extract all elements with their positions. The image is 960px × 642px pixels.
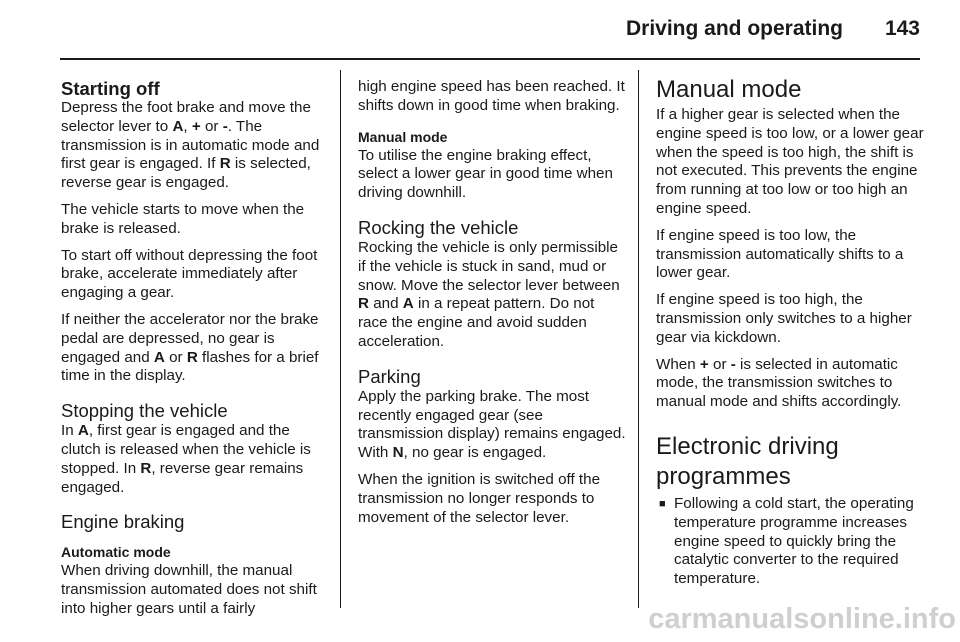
section-heading-engine-braking: Engine braking	[61, 511, 185, 533]
list-item: ■ Following a cold start, the operating temperature programme increases engine speed to quickly bring the catalytic converter to the required temperature.	[659, 494, 914, 588]
paragraph: If neither the accelerator nor the brake pedal are depressed, no gear is engaged and A or R flashes for a brief time in the display.	[61, 310, 319, 385]
column-2	[358, 78, 628, 535]
paragraph: To start off without depressing the foot brake, accelerate immediately after engaging a gear.	[61, 246, 318, 302]
section-heading-manual-mode: Manual mode	[656, 76, 802, 103]
page-number: 143	[884, 17, 920, 40]
column-divider	[340, 70, 341, 608]
bullet-list	[656, 495, 924, 589]
paragraph: If a higher gear is selected when the engine speed is too low, or a lower gear when the speed is too high, the shift is not executed. This prevents the engine from running at too low or too high an engine speed.	[656, 106, 924, 217]
page-header	[0, 0, 960, 60]
bullet-icon: ■	[659, 497, 666, 510]
column-3	[656, 76, 924, 589]
paragraph: When the ignition is switched off the transmission no longer responds to movement of the selector lever.	[358, 470, 601, 526]
watermark: carmanualsonline.info	[648, 603, 956, 635]
section-heading-parking: Parking	[358, 365, 421, 387]
paragraph: When driving downhill, the manual transmission automated does not shift into higher gears until a fairly	[61, 562, 317, 617]
column-1	[61, 78, 331, 627]
paragraph: To utilise the engine braking effect, select a lower gear in good time when driving downhill.	[358, 146, 613, 202]
paragraph: If engine speed is too high, the transmission only switches to a higher gear via kickdown.	[656, 291, 912, 346]
section-heading-starting-off: Starting off	[61, 78, 160, 99]
section-heading-rocking: Rocking the vehicle	[358, 216, 519, 238]
paragraph: Depress the foot brake and move the selector lever to A, + or -. The transmission is in automatic mode and first gear is engaged. If R is selected, reverse gear is engaged.	[61, 99, 320, 192]
paragraph: When + or - is selected in automatic mode, the transmission switches to manual mode and shifts accordingly.	[656, 355, 902, 411]
section-heading-electronic-programmes: Electronic driving programmes	[656, 432, 839, 490]
subheading-automatic-mode: Automatic mode	[61, 544, 171, 561]
paragraph: The vehicle starts to move when the brake is released.	[61, 200, 305, 237]
column-divider	[638, 70, 639, 608]
paragraph: Apply the parking brake. The most recently engaged gear (see transmission display) remains engaged. With N, no gear is engaged.	[358, 387, 626, 462]
paragraph: If engine speed is too low, the transmission automatically shifts to a lower gear.	[656, 226, 904, 282]
subheading-manual-mode: Manual mode	[358, 128, 448, 145]
header-rule	[60, 58, 920, 60]
header-title: Driving and operating	[625, 17, 843, 40]
paragraph: Rocking the vehicle is only permissible if the vehicle is stuck in sand, mud or snow. Move the selector lever between R and A in a repeat pattern. Do not race the engine and avoid sudden acceleration.	[358, 238, 620, 350]
section-heading-stopping: Stopping the vehicle	[61, 400, 228, 422]
paragraph: high engine speed has been reached. It shifts down in good time when braking.	[358, 78, 625, 114]
paragraph: In A, first gear is engaged and the clutch is released when the vehicle is stopped. In R, reverse gear remains engaged.	[61, 422, 311, 496]
